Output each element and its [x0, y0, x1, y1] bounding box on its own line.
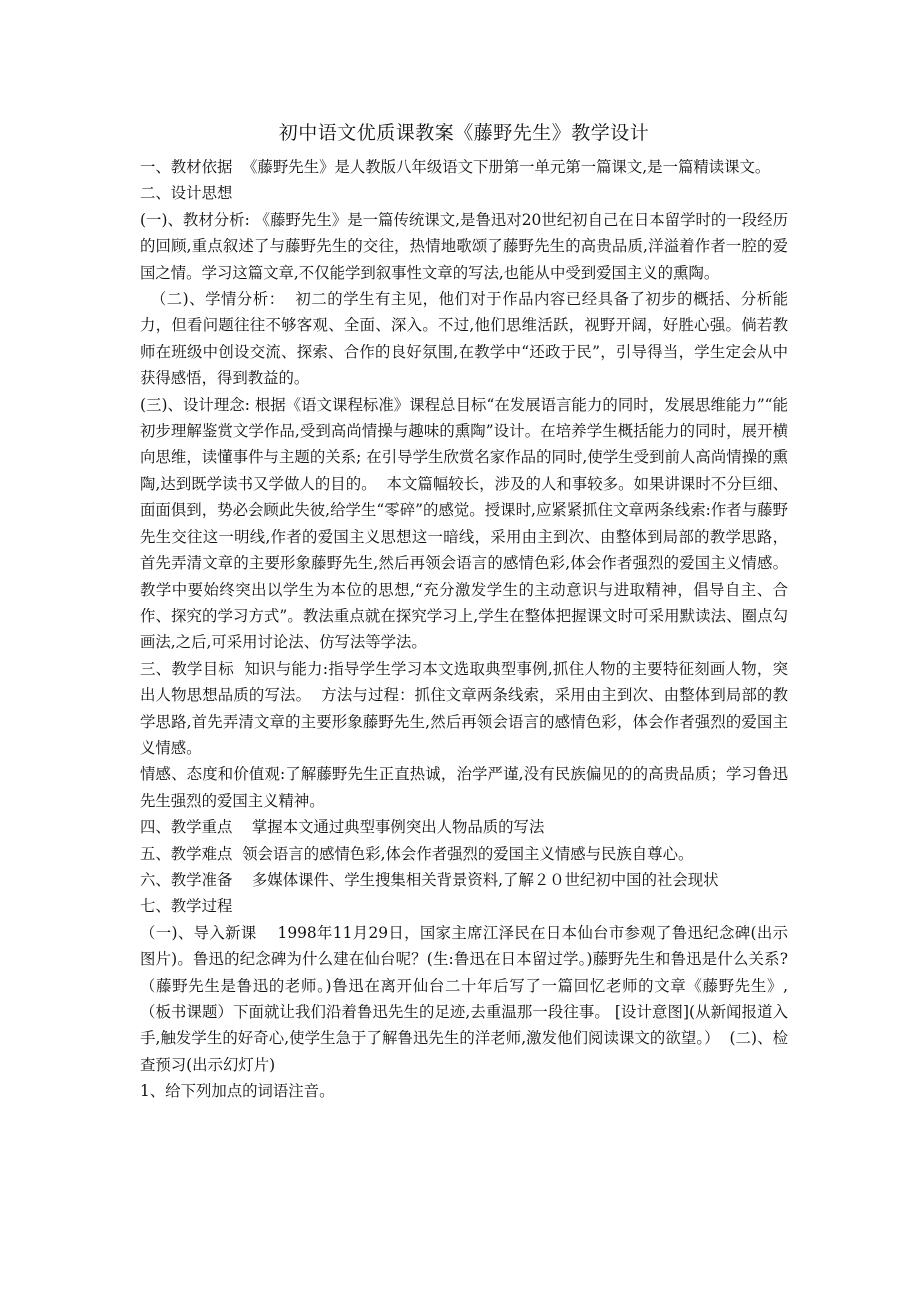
section-design-concept: (三)、设计理念: 根据《语文课程标准》课程总目标“在发展语言能力的同时，发展思维能力”“能初步理解鉴赏文学作品,受到高尚情操与趣味的熏陶”设计。在培养学生概括能力的同时，展开横向思维，读懂事件与主题的关系; 在引导学生欣赏名家作品的同时,使学生受到前人高尚情操的熏陶,达到既学读书又学做人的目的。 本文篇幅较长，涉及的人和事较多。如果讲课时不分巨细、面面俱到，势必会顾此失彼,给学生“零碎”的感觉。授课时,应紧紧抓住文章两条线索:作者与藤野先生交往这一明线,作者的爱国主义思想这一暗线，采用由主到次、由整体到局部的教学思路，首先弄清文章的主要形象藤野先生,然后再领会语言的感情色彩,体会作者强烈的爱国主义情感。 教学中要始终突出以学生为本位的思想,“充分激发学生的主动意识与进取精神，倡导自主、合作、探究的学习方式”。教法重点就在探究学习上,学生在整体把握课文时可采用默读法、圈点勾画法,之后,可采用讨论法、仿写法等学法。 — [140, 395, 798, 652]
section-textbook-basis: 一、教材依据 《藤野先生》是人教版八年级语文下册第一单元第一篇课文,是一篇精读课文。 — [140, 158, 771, 176]
section-design-idea-heading: 二、设计思想 — [140, 184, 233, 203]
section-teaching-preparation: 六、教学准备 多媒体课件、学生搜集相关背景资料,了解２０世纪初中国的社会现状 — [140, 870, 719, 889]
section-student-analysis: （二)、学情分析： 初二的学生有主见，他们对于作品内容已经具备了初步的概括、分析能力，但看问题往往不够客观、全面、深入。不过,他们思维活跃，视野开阔，好胜心强。倘若教师在班级中创设交流、探索、合作的良好氛围,在教学中“还政于民”，引导得当，学生定会从中获得感悟，得到教益的。 — [140, 290, 788, 388]
section-teaching-difficulty: 五、教学难点 领会语言的感情色彩,体会作者强烈的爱国主义情感与民族自尊心。 — [140, 844, 694, 863]
document-title: 初中语文优质课教案《藤野先生》教学设计 — [278, 122, 650, 144]
section-emotion-attitude: 情感、态度和价值观:了解藤野先生正直热诚，治学严谨,没有民族偏见的的高贵品质；学习鲁迅先生强烈的爱国主义精神。 — [140, 765, 788, 810]
section-lesson-introduction: （一)、导入新课 1998年11月29日，国家主席江泽民在日本仙台市参观了鲁迅纪念碑(出示图片)。鲁迅的纪念碑为什么建在仙台呢？(生:鲁迅在日本留过学。)藤野先生和鲁迅是什么关系?（藤野先生是鲁迅的老师。)鲁迅在离开仙台二十年后写了一篇回忆老师的文章《藤野先生》,（板书课题）下面就让我们沿着鲁迅先生的足迹,去重温那一段往事。 [设计意图](从新闻报道入手,触发学生的好奇心,使学生急于了解鲁迅先生的洋老师,激发他们阅读课文的欲望。） (二)、检查预习(出示幻灯片) — [140, 923, 788, 1074]
section-teaching-process-heading: 七、教学过程 — [140, 897, 233, 916]
section-phonetic-exercise: 1、给下列加点的词语注音。 — [140, 1082, 335, 1101]
section-teaching-focus: 四、教学重点 掌握本文通过典型事例突出人物品质的写法 — [140, 818, 545, 837]
section-textbook-analysis: (一)、教材分析: 《藤野先生》是一篇传统课文,是鲁迅对20世纪初自己在日本留学时的一段经历的回顾,重点叙述了与藤野先生的交往，热情地歌颂了藤野先生的高贵品质,洋溢着作者一腔的爱国之情。学习这篇文章,不仅能学到叙事性文章的写法,也能从中受到爱国主义的熏陶。 — [140, 210, 788, 282]
section-teaching-goals: 三、教学目标 知识与能力:指导学生学习本文选取典型事例,抓住人物的主要特征刻画人物，突出人物思想品质的写法。 方法与过程：抓住文章两条线索，采用由主到次、由整体到局部的教学思路,首先弄清文章的主要形象藤野先生,然后再领会语言的感情色彩，体会作者强烈的爱国主义情感。 — [140, 659, 788, 757]
document-page — [140, 118, 798, 1105]
